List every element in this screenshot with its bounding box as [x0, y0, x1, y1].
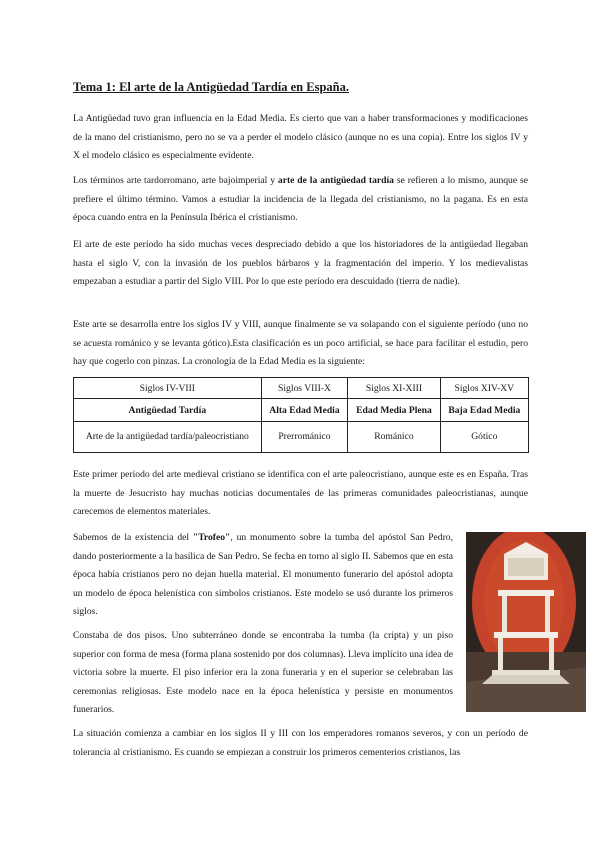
table-cell: Alta Edad Media — [261, 399, 348, 422]
paragraph-neglect: El arte de este período ha sido muchas veces despreciado debido a que los historiadores de la antigüedad llegaban hasta el siglo V, con la invasión de los pueblos bárbaros y la fragmentación del imperio. Y los medievalistas empezaban a estudiar a partir del Siglo VIII. Por lo que este período era descuidado (tierra de nadie). — [73, 239, 528, 287]
table-cell: Siglos XIV-XV — [440, 378, 528, 399]
paragraph-terms-bold: arte de la antigüedad tardía — [277, 175, 394, 186]
chronology-table — [73, 377, 529, 453]
trofeo-monument-photo — [466, 532, 586, 712]
paragraph-situation: La situación comienza a cambiar en los siglos II y III con los emperadores romanos severos, y con un período de tolerancia al cristianismo. Es cuando se empiezan a construir los primeros cementerios cristianos, las — [73, 728, 528, 758]
paragraph-trofeo-start: Sabemos de la existencia del — [73, 532, 193, 543]
paragraph-paleochristian: Este primer período del arte medieval cristiano se identifica con el arte paleocristiano, aunque este es en España. Tras la muerte de Jesucristo hay muchas noticias documentales de las primeras comunidades paleocristianas, aunque carecemos de elementos materiales. — [73, 469, 528, 517]
page-title: Tema 1: El arte de la Antigüedad Tardía en España. — [73, 80, 349, 94]
table-cell: Siglos IV-VIII — [74, 378, 262, 399]
paragraph-chronology: Este arte se desarrolla entre los siglos IV y VIII, aunque finalmente se va solapando con el siguiente período (uno no se acuesta románico y se levanta gótico).Esta clasificación es un poco artificial, se hace para facilitar el estudio, pero hay que cogerlo con pinzas. La cronología de la Edad Media es la siguiente: — [73, 319, 528, 367]
table-cell: Siglos VIII-X — [261, 378, 348, 399]
table-cell: Baja Edad Media — [440, 399, 528, 422]
table-cell: Siglos XI-XIII — [348, 378, 440, 399]
paragraph-structure: Constaba de dos pisos. Uno subterráneo donde se encontraba la tumba (la cripta) y un piso superior con forma de mesa (forma plana sostenido por dos columnas). Lleva implícito una idea de victoria sobre la muerte. El piso inferior era la zona funeraria y en el superior se celebraban las ceremonias religiosas. Este modelo nace en la época helenística y persiste en monumentos funerarios. — [73, 630, 453, 715]
table-cell: Arte de la antigüedad tardía/paleocristiano — [74, 422, 262, 453]
paragraph-intro: La Antigüedad tuvo gran influencia en la Edad Media. Es cierto que van a haber transformaciones y modificaciones de la mano del cristianismo, pero no se va a perder el modelo clásico (aunque no es una copia). Entre los siglos IV y X el modelo clásico es especialmente evidente. — [73, 113, 528, 161]
table-row-centuries — [74, 378, 529, 399]
table-cell: Edad Media Plena — [348, 399, 440, 422]
paragraph-terms-end: se refieren a lo mismo, aunque se prefiere el último término. Vamos a estudiar la incidencia de la llegada del cristianismo, no la pagana. Es en esta época cuando entra en la Península Ibérica el cristianismo. — [73, 175, 528, 223]
paragraph-terms-start: Los términos arte tardorromano, arte bajoimperial y — [73, 175, 278, 186]
table-row-styles — [74, 422, 529, 453]
table-cell: Antigüedad Tardía — [74, 399, 262, 422]
paragraph-trofeo-end: , un monumento sobre la tumba del apóstol San Pedro, dando posteriormente a la basílica de San Pedro. Se fecha en torno al siglo II. Sabemos que en esta época había cristianos pero no dejan huella material. El monumento funerario del apóstol adopta un modelo de época helenística con símbolos cristianos. Este modelo se usó durante los primeros siglos. — [73, 532, 453, 617]
paragraph-trofeo — [73, 529, 453, 622]
table-cell: Románico — [348, 422, 440, 453]
paragraph-terms — [73, 172, 528, 228]
table-row-periods — [74, 399, 529, 422]
table-cell: Prerrománico — [261, 422, 348, 453]
table-cell: Gótico — [440, 422, 528, 453]
paragraph-trofeo-bold: "Trofeo" — [192, 532, 231, 543]
